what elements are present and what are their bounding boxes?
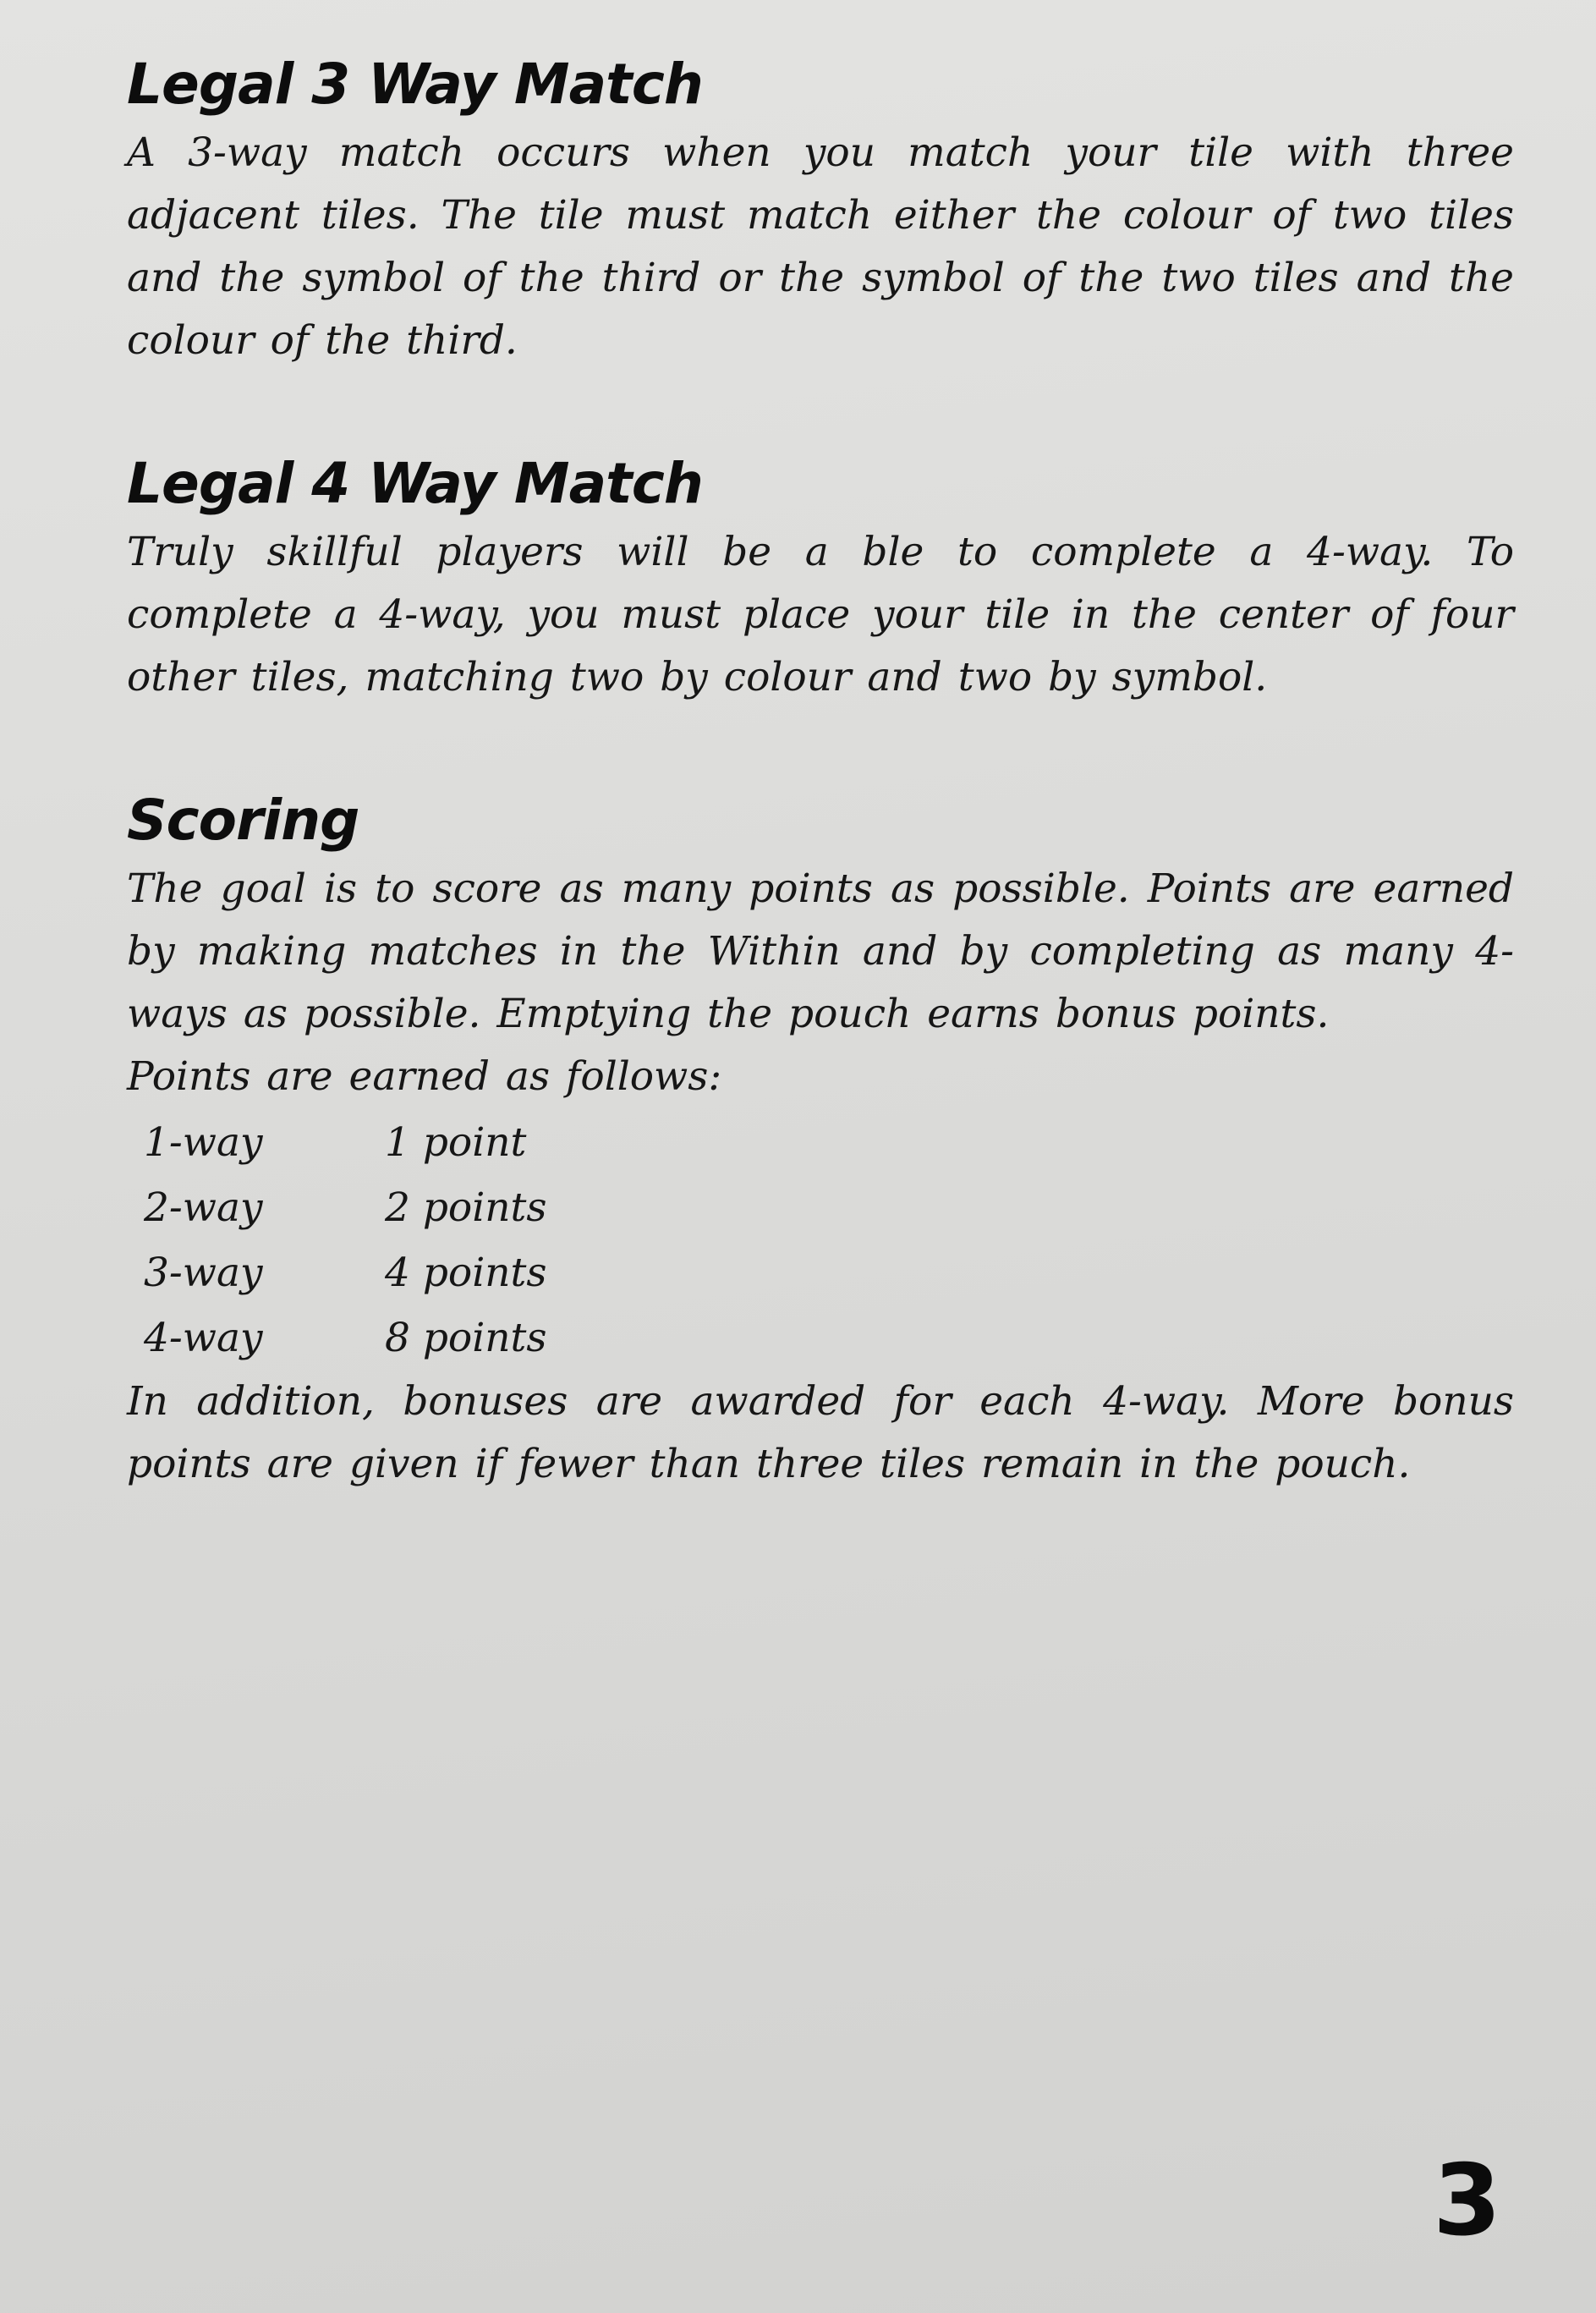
section-legal-4-way-match <box>127 450 1514 709</box>
scoring-points: 8 points <box>385 1315 547 1361</box>
heading-legal-4-way-match: Legal 4 Way Match <box>127 451 703 516</box>
heading-scoring: Scoring <box>127 788 359 853</box>
page-number: 3 <box>1433 2144 1501 2258</box>
scoring-row <box>144 1240 547 1305</box>
scoring-table <box>144 1110 547 1371</box>
heading-legal-3-way-match: Legal 3 Way Match <box>127 52 703 117</box>
paragraph-scoring-intro: Points are earned as follows: <box>127 1053 722 1100</box>
scoring-way: 4-way <box>144 1315 263 1361</box>
section-legal-3-way-match <box>127 51 1514 372</box>
section-scoring <box>127 787 1514 1496</box>
scoring-row <box>144 1110 547 1175</box>
scoring-row <box>144 1175 547 1240</box>
scoring-way: 1-way <box>144 1119 263 1166</box>
scoring-way: 3-way <box>144 1250 263 1296</box>
paragraph-4-way-match: Truly skillful players will be a ble to complete a 4-way. To complete a 4-way, you must place your tile in the center of four other tiles, matching two by colour and two by symbol. <box>127 529 1514 700</box>
document-page <box>127 51 1514 1574</box>
scoring-row <box>144 1305 547 1371</box>
scoring-points: 1 point <box>385 1119 527 1166</box>
paragraph-scoring: The goal is to score as many points as possible. Points are earned by making matches in the Within and by completing as many 4-ways as possible. Emptying the pouch earns bonus points. <box>127 865 1514 1037</box>
paragraph-scoring-bonus: In addition, bonuses are awarded for each 4-way. More bonus points are given if fewer than three tiles remain in the pouch. <box>127 1378 1514 1487</box>
scoring-points: 4 points <box>385 1250 547 1296</box>
scoring-way: 2-way <box>144 1184 263 1231</box>
scoring-points: 2 points <box>385 1184 547 1231</box>
paragraph-3-way-match: A 3-way match occurs when you match your tile with three adjacent tiles. The tile must match either the colour of two tiles and the symbol of the third or the symbol of the two tiles and the colour of the third. <box>127 129 1514 364</box>
